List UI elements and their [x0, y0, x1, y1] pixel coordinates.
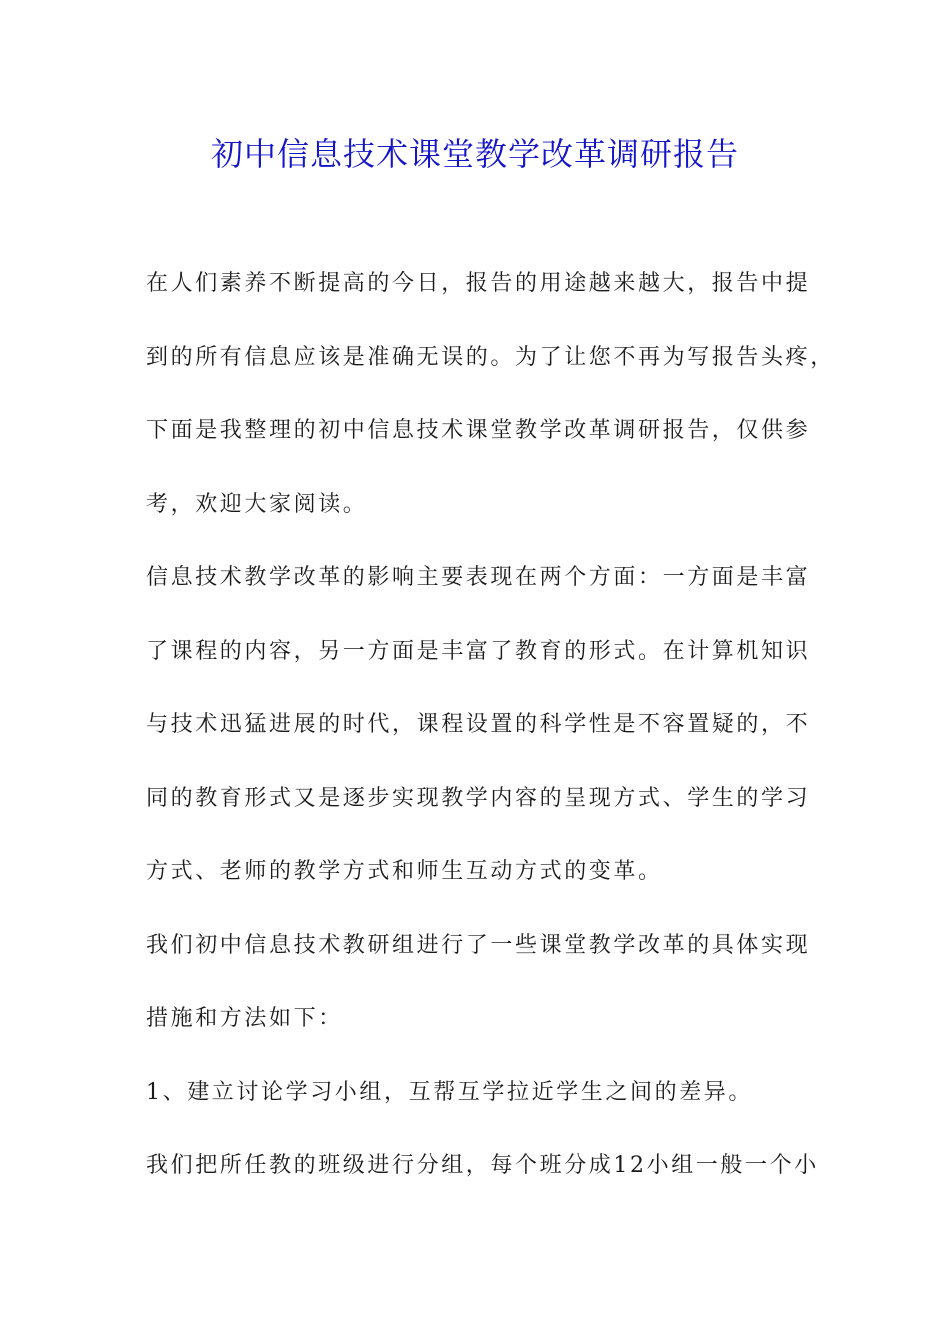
- text-line: 了课程的内容，另一方面是丰富了教育的形式。在计算机知识: [146, 638, 811, 664]
- text-line: 与技术迅猛进展的时代，课程设置的科学性是不容置疑的，不: [146, 712, 811, 737]
- text-line: 信息技术教学改革的影响主要表现在两个方面：一方面是丰富: [146, 565, 811, 590]
- text-line: 1、建立讨论学习小组，互帮互学拉近学生之间的差异。: [146, 1079, 753, 1105]
- text-line: 到的所有信息应该是准确无误的。为了让您不再为写报告头疼，: [146, 344, 835, 370]
- text-line: 措施和方法如下：: [146, 1006, 343, 1031]
- text-line: 同的教育形式又是逐步实现教学内容的呈现方式、学生的学习: [146, 785, 811, 811]
- document-title: 初中信息技术课堂教学改革调研报告: [210, 135, 739, 173]
- text-line: 我们初中信息技术教研组进行了一些课堂教学改革的具体实现: [146, 932, 811, 958]
- text-line: 方式、老师的教学方式和师生互动方式的变革。: [146, 859, 663, 884]
- text-line: 我们把所任教的班级进行分组，每个班分成12小组一般一个小: [146, 1153, 819, 1178]
- text-line: 考，欢迎大家阅读。: [146, 491, 368, 517]
- text-line: 下面是我整理的初中信息技术课堂教学改革调研报告，仅供参: [146, 418, 811, 443]
- document-body: [146, 262, 835, 1218]
- text-line: 在人们素养不断提高的今日，报告的用途越来越大，报告中提: [146, 271, 811, 296]
